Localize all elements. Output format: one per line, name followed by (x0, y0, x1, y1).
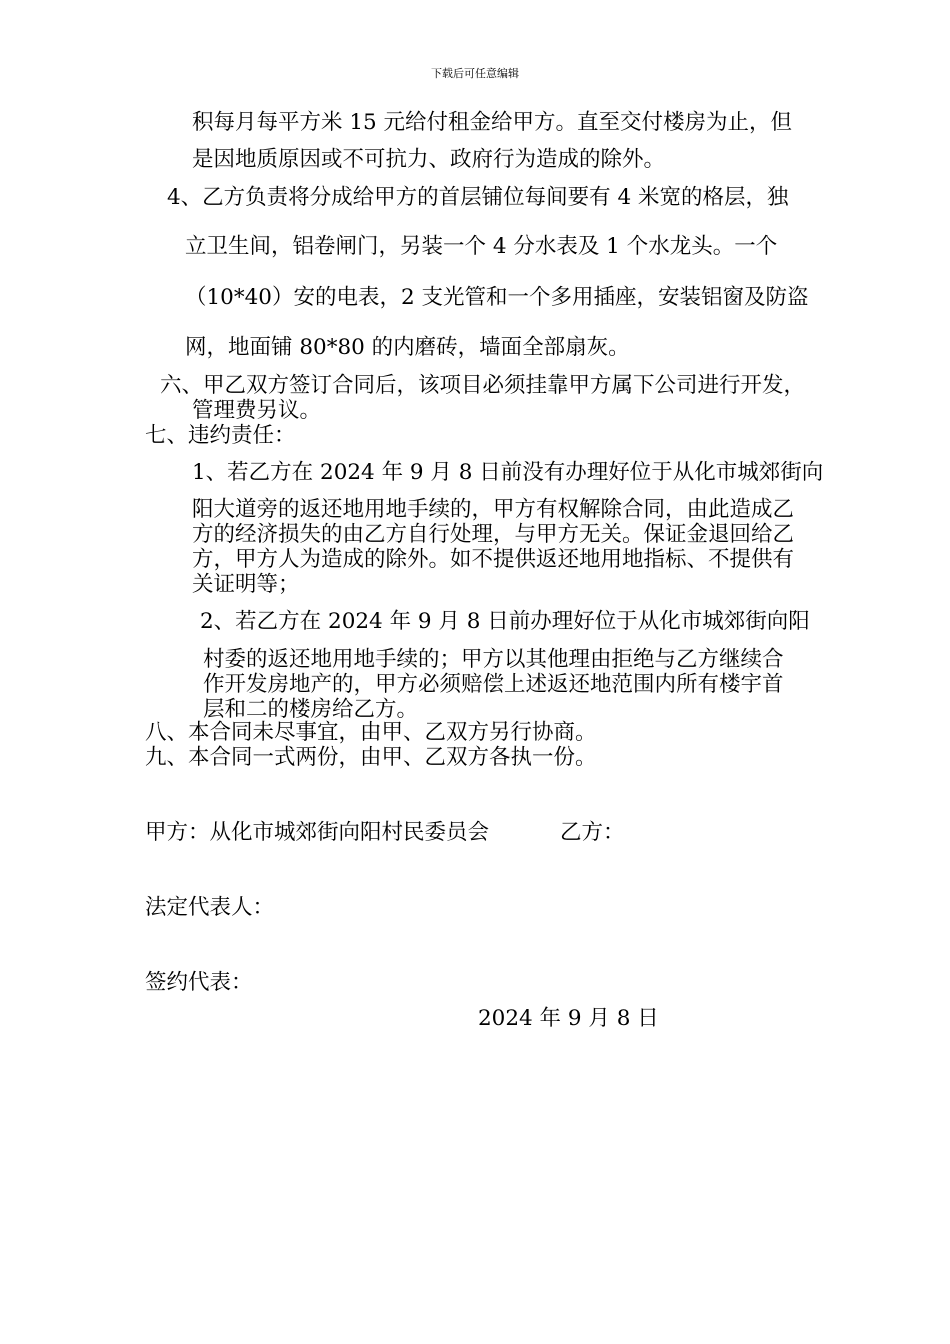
section-9-line: 九、本合同一式两份，由甲、乙双方各执一份。 (145, 745, 597, 770)
paragraph-line: 作开发房地产的，甲方必须赔偿上述返还地范围内所有楼宇首 (203, 672, 784, 697)
party-b-label: 乙方： (560, 820, 625, 845)
section-8-line: 八、本合同未尽事宜，由甲、乙双方另行协商。 (145, 720, 597, 745)
paragraph-line: 是因地质原因或不可抗力、政府行为造成的除外。 (192, 147, 666, 172)
paragraph-line: 方，甲方人为造成的除外。如不提供返还地用地指标、不提供有 (192, 547, 795, 572)
paragraph-line: 积每月每平方米 15 元给付租金给甲方。直至交付楼房为止，但 (192, 110, 793, 135)
clause-4-line: 4、乙方负责将分成给甲方的首层铺位每间要有 4 米宽的格层，独 (167, 185, 789, 210)
signing-representative-label: 签约代表： (145, 970, 253, 995)
paragraph-line: 网，地面铺 80*80 的内磨砖，墙面全部扇灰。 (185, 335, 630, 360)
section-6-line: 六、甲乙双方签订合同后，该项目必须挂靠甲方属下公司进行开发， (160, 373, 806, 398)
paragraph-line: 方的经济损失的由乙方自行处理，与甲方无关。保证金退回给乙 (192, 522, 795, 547)
page-header: 下载后可任意编辑 (431, 67, 519, 80)
party-a-label: 甲方：从化市城郊街向阳村民委员会 (145, 820, 490, 845)
paragraph-line: 层和二的楼房给乙方。 (203, 697, 419, 722)
paragraph-line: 阳大道旁的返还地用地手续的，甲方有权解除合同，由此造成乙 (192, 497, 795, 522)
paragraph-line: 管理费另议。 (192, 398, 322, 423)
paragraph-line: 关证明等； (192, 572, 300, 597)
signing-date: 2024 年 9 月 8 日 (478, 1006, 659, 1031)
legal-representative-label: 法定代表人： (145, 895, 275, 920)
paragraph-line: （10*40）安的电表，2 支光管和一个多用插座，安装铝窗及防盗 (185, 285, 809, 310)
section-7-heading: 七、违约责任： (145, 423, 296, 448)
clause-2-line: 2、若乙方在 2024 年 9 月 8 日前办理好位于从化市城郊街向阳 (200, 609, 810, 634)
clause-1-line: 1、若乙方在 2024 年 9 月 8 日前没有办理好位于从化市城郊街向 (192, 460, 824, 485)
paragraph-line: 村委的返还地用地手续的；甲方以其他理由拒绝与乙方继续合 (203, 647, 784, 672)
paragraph-line: 立卫生间，铝卷闸门，另装一个 4 分水表及 1 个水龙头。一个 (185, 234, 778, 259)
